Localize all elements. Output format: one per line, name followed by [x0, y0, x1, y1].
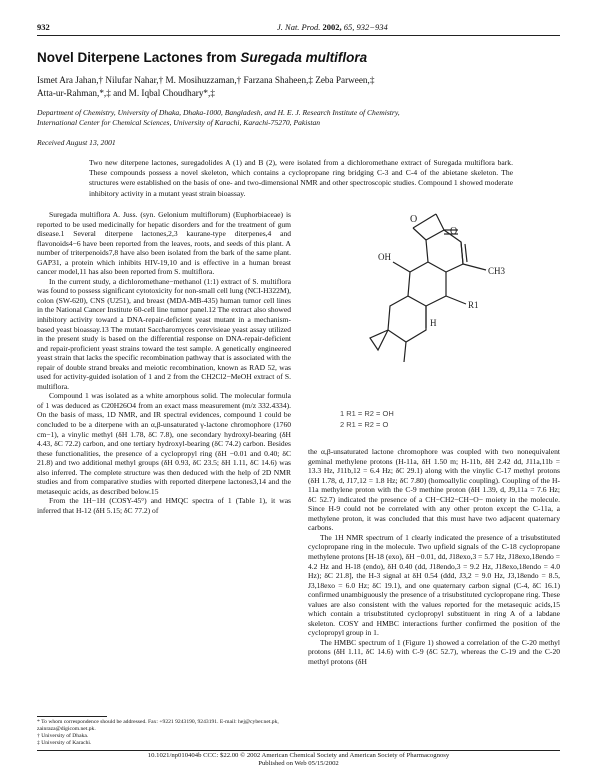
- header-rule: [37, 35, 560, 36]
- authors: [37, 74, 560, 99]
- left-column: [37, 210, 291, 516]
- affiliation-line-2: International Center for Chemical Sciences, University of Karachi, Karachi-75270, Pakistan: [37, 118, 321, 127]
- bottom-rule: [37, 750, 560, 751]
- article-title: [37, 50, 560, 65]
- compound-1-label: 1 R1 = R2 = OH: [340, 409, 394, 418]
- methyl-label: CH3: [488, 266, 506, 276]
- authors-line-2: Atta-ur-Rahman,*,‡ and M. Iqbal Choudhary*,‡: [37, 87, 215, 98]
- paragraph: the α,β-unsaturated lactone chromophore was coupled with two nonequivalent geminal methylene protons (H-11a, δH 1.50 m; H-11b, δH 2.42 dd, J11a,11b = 13.3 Hz, J11b,12 = 6.4 Hz; δC 29.1) along with the vinylic C-17 methyl protons (δH 1.78, d, J17,12 = 1.8 Hz; δC 7.80) (homoallylic coupling). Coupling of the H-11a methylene proton with the C-9 methine proton (δH 1.39, d, J9,11a = 7.6 Hz; δC 52.7) indicated the presence of a CH−CH2−CH−O− moiety in the molecule. Since H-9 could not be correlated with any other proton except the C-11a, a methylene proton, it was concluded that this must have two adjacent quaternary carbons.: [308, 447, 560, 533]
- journal-name: J. Nat. Prod.: [277, 22, 321, 32]
- title-text: Novel Diterpene Lactones from: [37, 50, 241, 65]
- compound-legend: [340, 408, 394, 430]
- journal-year: 2002,: [322, 22, 342, 32]
- footnote-karachi: ‡ University of Karachi.: [37, 740, 92, 746]
- paragraph: The HMBC spectrum of 1 (Figure 1) showed a correlation of the C-20 methyl protons (δH 1.11, δC 14.6) with C-9 (δC 52.7), whereas the C-19 and the C-20 methyl protons (δH: [308, 637, 560, 667]
- structure-drawing: [318, 200, 558, 410]
- received-date: Received August 13, 2001: [37, 138, 116, 147]
- journal-volume-pages: 65, 932−934: [343, 22, 388, 32]
- hydrogen-label: H: [430, 318, 437, 328]
- paragraph: In the current study, a dichloromethane−methanol (1:1) extract of S. multiflora was found to possess significant cytotoxicity for non-small cell lung (NCI-H322M), colon (SW-620), CNS (U251), and breast (MDA-MB-435) human tumor cell lines in the National Cancer Institute 60-cell line tumor panel.12 The extract also showed inhibitory activity toward a DNA-repair-deficient yeast mutant in a mechanism-based yeast bioassay.13 The mutant Saccharomyces cerevisieae yeast assay utilized in the present study is based on the differential response on DNA-repair-deficient and repair-proficient yeast strains toward the test sample. A genetically engineered yeast strain that lacks the specific recombination pathway that is associated with the repair of double strand breaks and meiotic recombination, known as RAD 52, was used for activity-guided isolation of 1 and 2 from the CH2Cl2−MeOH extract of S. multiflora.: [37, 276, 291, 391]
- abstract: Two new diterpene lactones, suregadolides A (1) and B (2), were isolated from a dichloromethane extract of Suregada multiflora bark. These compounds possess a novel skeleton, which contains a cyclopropane ring bridging C-3 and C-4 of the abietane skeleton. The structures were established on the basis of one- and two-dimensional NMR and other spectroscopic studies. Compound 1 showed moderate inhibitory activity in a mutant yeast strain bioassay.: [89, 158, 513, 198]
- affiliation: [37, 108, 560, 128]
- affiliation-line-1: Department of Chemistry, University of Dhaka, Dhaka-1000, Bangladesh, and H. E. J. Research Institute of Chemistry,: [37, 108, 400, 117]
- authors-line-1: Ismet Ara Jahan,† Nilufar Nahar,† M. Mosihuzzaman,† Farzana Shaheen,‡ Zeba Parween,‡: [37, 75, 375, 85]
- r1-label: R1: [468, 300, 479, 310]
- footnotes: [37, 719, 291, 747]
- paragraph: Suregada multiflora A. Juss. (syn. Gelonium multiflorum) (Euphorbiaceae) is reported to be used medicinally for hepatic disorders and for the treatment of gum disease.1 Several diterpene lactones,2,3 kaurane-type diterpenes,4 and flavonoids4−6 have been reported from the leaves, roots, and seeds of this plant. A number of triterpenoids7,8 have also been isolated from the bark of the same plant. GAP31, a protein which inhibits HIV-19,10 and is effective in a human breast cancer model,11 has also been reported from S. multiflora.: [37, 210, 291, 277]
- footnote-correspondence: * To whom correspondence should be addressed. Fax: +9221 9243190, 9243191. E-mail: hej@cyber.net.pk, zainraza@digicom.net.pk.: [37, 719, 279, 732]
- chemical-structure: [318, 200, 558, 440]
- paragraph: From the 1H−1H (COSY-45°) and HMQC spectra of 1 (Table 1), it was inferred that H-12 (δH 5.15; δC 77.2) of: [37, 496, 291, 515]
- paragraph: Compound 1 was isolated as a white amorphous solid. The molecular formula of 1 was deduced as C20H26O4 from an exact mass measurement (m/z 332.4334). On the basis of mass, 1D NMR, and IR spectral evidences, compound 1 could be concluded to be a diterpene with an α,β-unsaturated γ-lactone chromophore (1760 cm−1), a vinylic methyl (δH 1.78, δC 7.8), one secondary hydroxyl-bearing (δH 4.43, δC 72.2) carbon, and one tertiary hydroxyl-bearing (δC 74.2) carbon. Besides these functionalities, the presence of a cyclopropyl ring (δH −0.01 and 0.40; δC 21.8) and two additional methyl groups (δH 0.93, δC 23.5; δH 1.11, δC 14.6) was also inferred. The complete structure was then deduced with the help of 2D NMR studies and from comparative studies with reported diterpene lactones3,14 and the metasequic acids, as described below.15: [37, 391, 291, 496]
- publication-info: [37, 752, 560, 768]
- carbonyl-oxygen: O: [450, 226, 458, 237]
- journal-citation: [277, 22, 388, 32]
- ring-oxygen: O: [410, 214, 418, 225]
- paragraph: The 1H NMR spectrum of 1 clearly indicated the presence of a trisubstituted cyclopropane ring in the molecule. Two upfield signals of the C-18 cyclopropane methylene protons [H-18 (exo), δH −0.01, dd, J18exo,3 = 5.7 Hz, J18exo,18endo = 4.2 Hz and H-18 (endo), δH 0.40 (dd, J18endo,3 = 9.2 Hz, J18exo,18endo = 4.0 Hz); δC 21.8], the H-3 signal at δH 0.54 (ddd, J3,2 = 9.0 Hz, J3,18endo = 8.5, J3,18exo = 6.0 Hz; δC 19.1), and one quaternary carbon signal (C-4, δC 16.1) confirmed unambiguously the presence of a trisubstituted cyclopropane ring. These values are also consistent with the values reported for the metasequic acids,15 which contain a trisubstituted cyclopropyl substituent in ring A of a labdane skeleton. COSY and HMBC interactions further confirmed the position of the cyclopropyl group in 1.: [308, 532, 560, 638]
- hydroxyl-label: OH: [378, 252, 391, 262]
- compound-2-label: 2 R1 = R2 = O: [340, 420, 389, 429]
- page-number: 932: [37, 22, 50, 32]
- doi-copyright: 10.1021/np010404b CCC: $22.00 © 2002 American Chemical Society and American Society of Pharmacognosy: [147, 752, 450, 759]
- running-header: [37, 22, 560, 36]
- footnote-dhaka: † University of Dhaka.: [37, 733, 89, 739]
- right-column: [308, 447, 560, 667]
- footnote-rule: [37, 716, 107, 717]
- title-species: Suregada multiflora: [240, 50, 368, 65]
- publication-date: Published on Web 05/15/2002: [258, 760, 339, 767]
